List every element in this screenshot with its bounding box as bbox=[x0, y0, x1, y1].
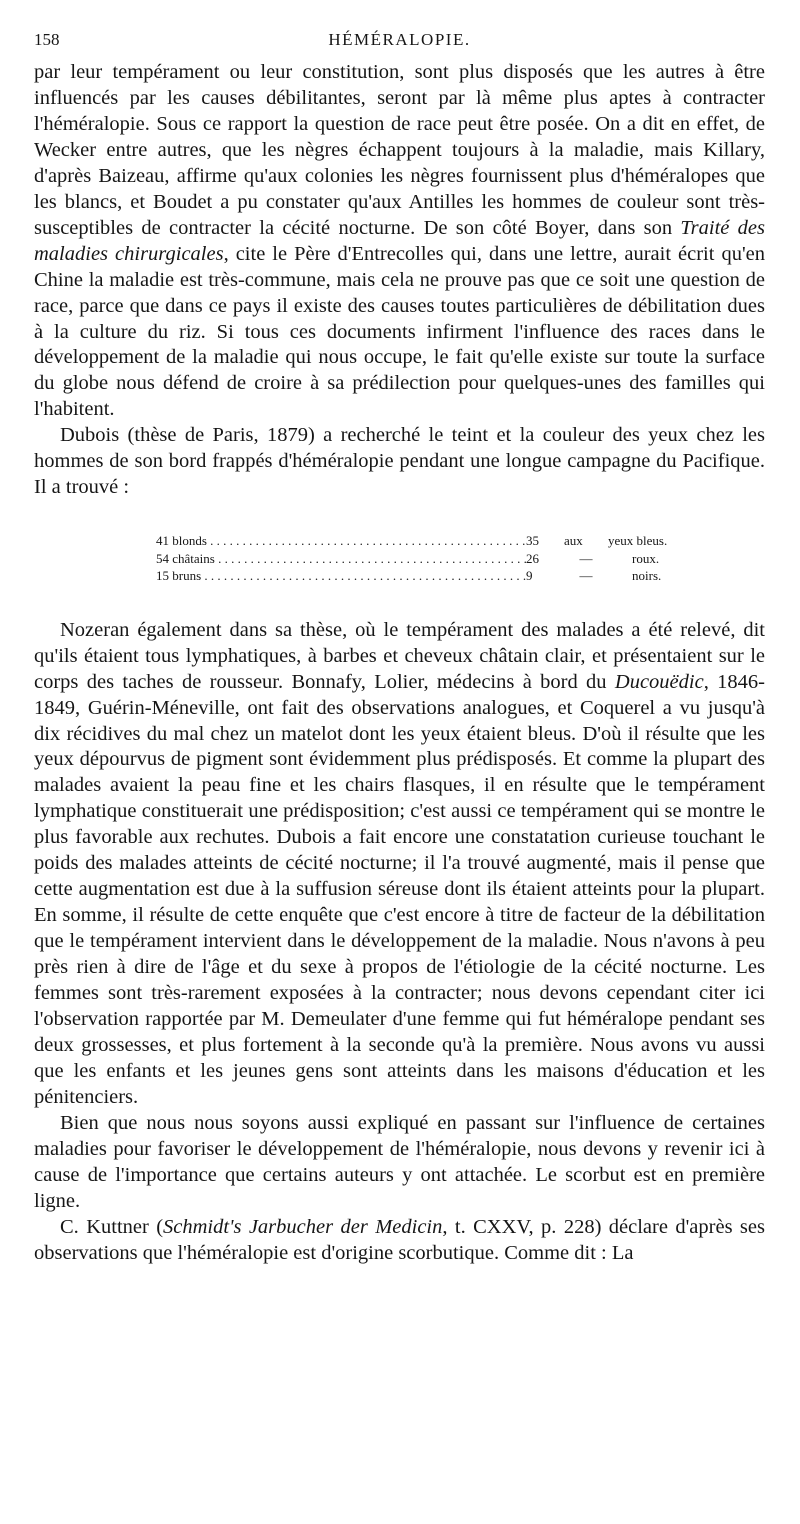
paragraph-4: Bien que nous nous soyons aussi expliqué en passant sur l'influence de certaines maladies pour favoriser le développement de l'héméralopie, nous devons y revenir ici à cause de l'importance que certains auteurs y ont attachée. Le scorbut est en première ligne. bbox=[34, 1111, 765, 1212]
paragraph-text: C. Kuttner ( bbox=[60, 1215, 164, 1238]
row-dash: — bbox=[579, 568, 593, 584]
row-label: 54 châtains . . . bbox=[156, 550, 526, 568]
page-body bbox=[34, 60, 765, 1267]
row-prefix: aux bbox=[564, 533, 583, 549]
row-count: 35 bbox=[526, 533, 539, 549]
row-eyes: roux. bbox=[632, 550, 660, 566]
paragraph-text: , 1846-1849, Guérin-Méneville, ont fait des observations analogues, et Coquerel a vu jusqu'à dix récidives du mal chez un matelot dont les yeux étaient bleus. D'où il résulte que les yeux dépourvus de pigment sont évidemment plus prédisposés. Et comme la plupart des malades avaient la peau fine et les chairs flasques, il en résulte que le tempérament lymphatique constituerait une prédisposition; c'est aussi ce tempérament qui se montre le plus favorable aux rechutes. Dubois a fait encore une constatation curieuse touchant le poids des malades atteints de cécité nocturne; il l'a trouvé augmenté, mais il pense que cette augmentation est due à la suffusion séreuse dont ils étaient atteints pour la plupart. En somme, il résulte de cette enquête que c'est encore à titre de facteur de la débilitation que le tempérament intervient dans le développement de la maladie. Nous n'avons à peu près rien à dire de l'âge et du sexe à propos de l'étiologie de la cécité nocturne. Les femmes sont très-rarement exposées à la contracter; nous devons cependant citer ici l'observation rapportée par M. Demeulater d'une femme qui fut héméralope pendant ses deux grossesses, et plus fortement à la seconde qu'à la première. Nous avons vu aussi que les enfants et les jeunes gens sont atteints dans les maisons d'éducation et les pénitenciers. bbox=[34, 670, 765, 1108]
table-row bbox=[156, 567, 676, 585]
row-eyes: noirs. bbox=[632, 568, 662, 584]
page-header bbox=[34, 30, 765, 60]
eye-color-table bbox=[156, 532, 676, 585]
paragraph-2: Dubois (thèse de Paris, 1879) a recherché le teint et la couleur des yeux chez les hommes de son bord frappés d'héméralopie pendant une longue campagne du Pacifique. Il a trouvé : bbox=[34, 424, 765, 499]
row-count: 26 bbox=[526, 550, 539, 566]
page bbox=[34, 30, 765, 1267]
paragraph-5 bbox=[34, 1215, 765, 1267]
table-row bbox=[156, 532, 676, 550]
journal-title: Schmidt's Jarbucher der Medicin bbox=[163, 1215, 443, 1238]
book-title: Traité des maladies chirurgicales bbox=[34, 216, 765, 265]
running-title: HÉMÉRALOPIE. bbox=[328, 30, 471, 49]
row-label: 41 blonds . . . bbox=[156, 532, 526, 550]
row-eyes: yeux bleus. bbox=[608, 533, 668, 549]
row-count: 9 bbox=[526, 568, 533, 584]
paragraph-text: par leur tempérament ou leur constitution, sont plus disposés que les autres à être influencés par les causes débilitantes, seront par là même plus aptes à contracter l'héméralopie. Sous ce rapport la question de race peut être posée. On a dit en effet, de Wecker entre autres, que les nègres échappent toujours à la maladie, mais Killary, d'après Baizeau, affirme qu'aux colonies les nègres fournissent plus d'héméralopes que les blancs, et Boudet a pu constater qu'aux Antilles les hommes de couleur sont très-susceptibles de contracter la cécité nocturne. De son côté Boyer, dans son bbox=[34, 61, 765, 239]
row-label: 15 bruns . . . bbox=[156, 567, 526, 585]
paragraph-text: Nozeran également dans sa thèse, où le tempérament des malades a été relevé, dit qu'ils étaient tous lymphatiques, à barbes et cheveux châtain clair, et présentaient sur le corps des taches de rousseur. Bonnafy, Lolier, médecins à bord du bbox=[34, 618, 765, 693]
paragraph-3 bbox=[34, 618, 765, 1111]
paragraph-text: , t. CXXV, p. 228) déclare d'après ses observations que l'héméralopie est d'origine scorbutique. Comme dit : La bbox=[34, 1215, 765, 1264]
row-dash: — bbox=[579, 550, 593, 566]
page-number: 158 bbox=[34, 30, 60, 49]
table-row bbox=[156, 550, 676, 568]
paragraph-text: , cite le Père d'Entrecolles qui, dans une lettre, aurait écrit qu'en Chine la maladie est très-commune, mais cela ne prouve pas que ce soit une question de race, parce que dans ce pays il existe des causes toutes particulières de débilitation dues à la culture du riz. Si tous ces documents infirment l'influence des races dans le développement de la maladie qui nous occupe, le fait qu'elle existe sur toute la surface du globe nous défend de croire à sa prédilection pour quelques-unes des familles qui l'habitent. bbox=[34, 242, 765, 421]
paragraph-1 bbox=[34, 60, 765, 423]
ship-name: Ducouëdic bbox=[614, 670, 704, 693]
